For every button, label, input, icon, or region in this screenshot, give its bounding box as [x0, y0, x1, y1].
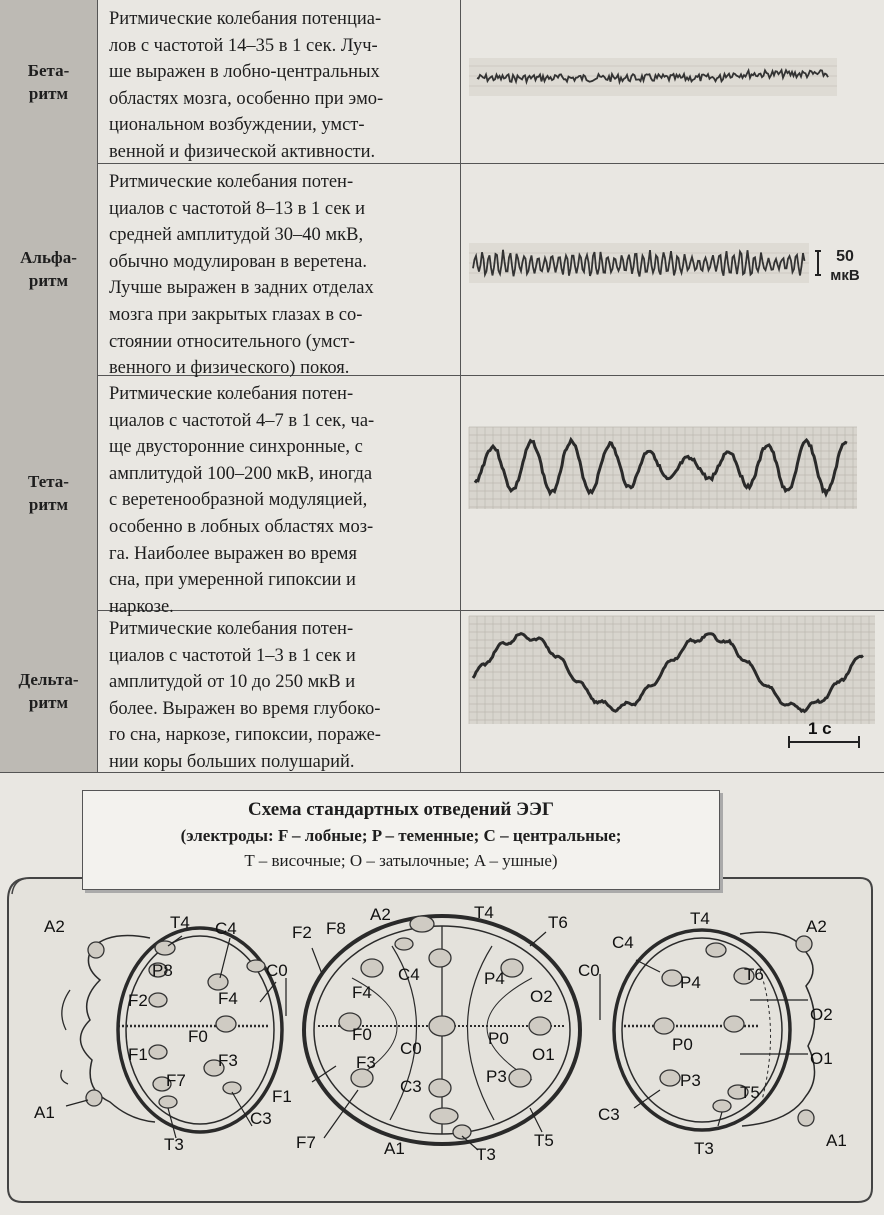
amplitude-scale-label — [820, 247, 870, 285]
electrode-label: F2 — [292, 923, 312, 942]
electrode-label: A2 — [370, 905, 391, 924]
electrode-label: C3 — [400, 1077, 422, 1096]
electrode-label: C4 — [398, 965, 420, 984]
table-row-delta — [0, 610, 884, 773]
desc-line: Лучше выражен в задних отделах — [109, 278, 374, 299]
desc-line: средней амплитудой 30–40 мкВ, — [109, 225, 364, 246]
desc-line: амплитудой от 10 до 250 мкВ и — [109, 672, 356, 693]
desc-line: венной и физической активности. — [109, 141, 376, 162]
caption-line-2: T – височные; O – затылочные; A – ушные) — [244, 851, 558, 870]
electrode-label: T5 — [740, 1083, 760, 1102]
electrode-label: T4 — [170, 913, 190, 932]
amplitude-unit: мкВ — [830, 267, 860, 284]
electrode-label: F4 — [352, 983, 372, 1002]
electrode-label: O2 — [810, 1005, 833, 1024]
electrode-label: A1 — [826, 1131, 847, 1150]
electrode-label: F1 — [272, 1087, 292, 1106]
electrode-label: A1 — [384, 1139, 405, 1158]
desc-line: сна, при умеренной гипоксии и — [109, 570, 356, 591]
desc-line: более. Выражен во время глубоко- — [109, 698, 381, 719]
electrode-label: T3 — [694, 1139, 714, 1158]
desc-line: циалов с частотой 4–7 в 1 сек, ча- — [109, 410, 375, 431]
rhythm-name-delta — [0, 610, 98, 772]
electrode-label: C0 — [578, 961, 600, 980]
electrode-label: F8 — [326, 919, 346, 938]
electrode-label: P8 — [152, 961, 173, 980]
electrode-label: A2 — [806, 917, 827, 936]
rhythm-name-theta-text: Тета- ритм — [28, 471, 69, 514]
electrode-label: F3 — [218, 1051, 238, 1070]
caption-title: Схема стандартных отведений ЭЭГ — [247, 799, 554, 820]
electrode-label: T3 — [476, 1145, 496, 1164]
desc-line: венного и физического) покоя. — [109, 358, 350, 379]
amplitude-value: 50 — [836, 248, 854, 265]
electrode-label: T6 — [548, 913, 568, 932]
desc-line: Ритмические колебания потен- — [109, 619, 354, 639]
electrode-label: F4 — [218, 989, 238, 1008]
table-row-beta — [0, 0, 884, 164]
electrode-label: A1 — [34, 1103, 55, 1122]
caption-line-1: (электроды: F – лобные; P – теменные; C – центральные; — [180, 826, 622, 845]
desc-line: Ритмические колебания потен- — [109, 172, 354, 192]
eeg-trace-alpha — [463, 163, 884, 375]
desc-line: га. Наиболее выражен во время — [109, 543, 358, 564]
electrode-label: F3 — [356, 1053, 376, 1072]
electrode-label: P4 — [484, 969, 505, 988]
electrode-label: A2 — [44, 917, 65, 936]
desc-line: областях мозга, особенно при эмо- — [109, 88, 384, 109]
electrode-label: O1 — [810, 1049, 833, 1068]
electrode-label: C0 — [266, 961, 288, 980]
rhythm-name-alpha — [0, 163, 98, 375]
electrode-label: T6 — [744, 965, 764, 984]
rhythm-name-alpha-text: Альфа- ритм — [20, 248, 77, 290]
electrode-label: T4 — [690, 909, 710, 928]
electrode-label: P0 — [672, 1035, 693, 1054]
desc-line: стоянии относительного (умст- — [109, 331, 356, 352]
desc-line: Ритмические колебания потен- — [109, 384, 354, 404]
electrode-label: C3 — [598, 1105, 620, 1124]
table-row-theta — [0, 375, 884, 617]
desc-line: амплитудой 100–200 мкВ, иногда — [109, 463, 373, 484]
time-scale-label: 1 с — [808, 719, 832, 738]
electrode-label: C4 — [215, 919, 237, 938]
electrode-label: F0 — [188, 1027, 208, 1046]
desc-line: с веретенообразной модуляцией, — [109, 490, 368, 511]
electrode-label: F2 — [128, 991, 148, 1010]
electrode-label: P4 — [680, 973, 701, 992]
desc-line: наркозе. — [109, 596, 174, 617]
eeg-trace-beta — [463, 0, 884, 163]
desc-line: лов с частотой 14–35 в 1 сек. Луч- — [109, 35, 378, 56]
electrode-label: F7 — [166, 1071, 186, 1090]
desc-line: ше выражен в лобно-центральных — [109, 62, 380, 83]
electrode-label: P3 — [486, 1067, 507, 1086]
table-row-alpha — [0, 163, 884, 379]
electrode-label: C3 — [250, 1109, 272, 1128]
desc-line: циалов с частотой 8–13 в 1 сек и — [109, 198, 366, 219]
electrode-label: T3 — [164, 1135, 184, 1154]
desc-line: циональном возбуждении, умст- — [109, 115, 365, 136]
electrode-label: F7 — [296, 1133, 316, 1152]
electrode-label: T4 — [474, 903, 494, 922]
electrode-label: O1 — [532, 1045, 555, 1064]
electrode-label: F0 — [352, 1025, 372, 1044]
electrode-label: O2 — [530, 987, 553, 1006]
rhythm-description-theta — [99, 375, 461, 617]
desc-line: циалов с частотой 1–3 в 1 сек и — [109, 645, 356, 666]
desc-line: Ритмические колебания потенциа- — [109, 9, 382, 29]
rhythm-name-beta-text: Бета- ритм — [27, 60, 70, 103]
desc-line: мозга при закрытых глазах в со- — [109, 304, 363, 325]
rhythm-description-beta — [99, 0, 461, 163]
rhythm-name-theta — [0, 375, 98, 610]
eeg-trace-delta — [463, 610, 884, 772]
desc-line: особенно в лобных областях моз- — [109, 516, 374, 537]
rhythm-name-delta-text: Дельта- ритм — [18, 670, 79, 712]
desc-line: нии коры больших полушарий. — [109, 751, 355, 772]
electrode-label: C4 — [612, 933, 634, 952]
rhythm-description-delta — [99, 610, 461, 772]
desc-line: го сна, наркозе, гипоксии, пораже- — [109, 725, 381, 746]
electrode-label: P0 — [488, 1029, 509, 1048]
electrode-label: P3 — [680, 1071, 701, 1090]
diagram-caption — [82, 790, 720, 890]
electrode-label: C0 — [400, 1039, 422, 1058]
rhythm-name-beta — [0, 0, 98, 163]
electrode-diagrams — [0, 870, 884, 1210]
rhythm-description-alpha — [99, 163, 461, 379]
electrode-label: T5 — [534, 1131, 554, 1150]
desc-line: обычно модулирован в веретена. — [109, 251, 367, 272]
eeg-trace-theta — [463, 375, 884, 610]
electrode-label: F1 — [128, 1045, 148, 1064]
desc-line: ще двусторонние синхронные, с — [109, 437, 363, 458]
